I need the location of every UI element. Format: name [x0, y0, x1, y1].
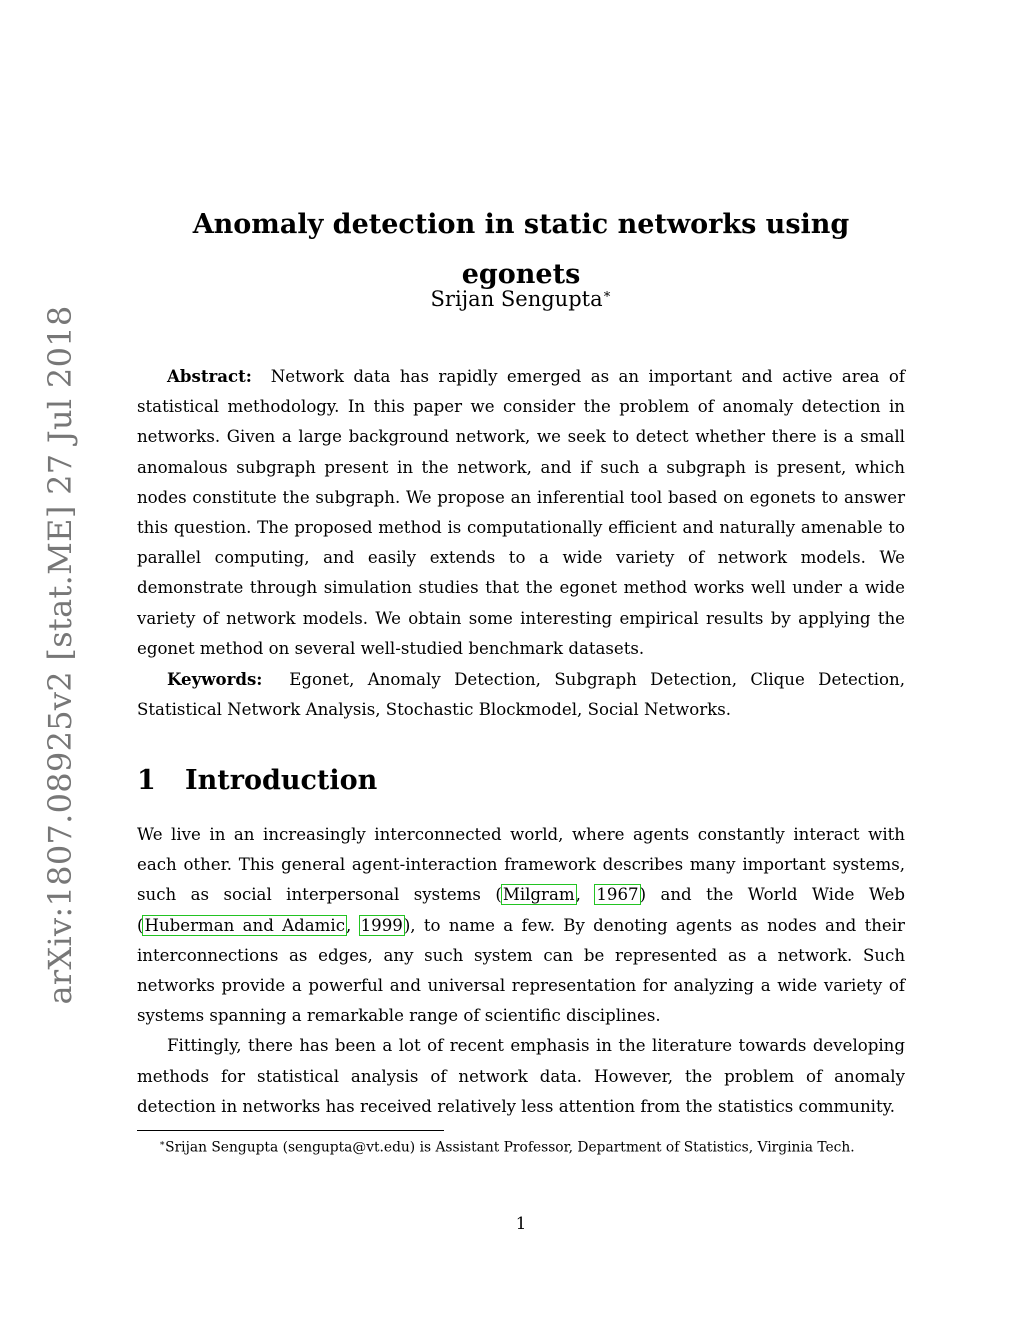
- page-number: 1: [515, 1214, 527, 1233]
- citation-huberman-link[interactable]: Huberman and Adamic: [144, 915, 345, 935]
- abstract-label: Abstract:: [167, 366, 252, 386]
- introduction-body: [137, 820, 905, 1122]
- keywords-paragraph: [137, 664, 905, 725]
- citation-separator: ,: [575, 885, 596, 905]
- intro-text-b: ) and the World Wide Web (: [137, 885, 905, 935]
- abstract-paragraph: [137, 361, 905, 664]
- footnote-divider: [137, 1130, 444, 1131]
- abstract-block: [137, 361, 905, 725]
- author-line: [137, 278, 905, 316]
- footnote: [137, 1133, 905, 1159]
- abstract-text: Network data has rapidly emerged as an important and active area of statistical methodology. In this paper we consider the problem of anomaly detection in networks. Given a large background network, we seek to detect whether there is a small anomalous subgraph present in the network, and if such a subgraph is present, which nodes constitute the subgraph. We propose an inferential tool based on egonets to answer this question. The proposed method is computationally efficient and naturally amenable to parallel computing, and easily extends to a wide variety of network models. We demonstrate through simulation studies that the egonet method works well under a wide variety of network models. We obtain some interesting empirical results by applying the egonet method on several well-studied benchmark datasets.: [137, 367, 905, 658]
- citation-separator: ,: [346, 915, 360, 935]
- intro-paragraph-1: [137, 820, 905, 1031]
- intro-paragraph-2: Fittingly, there has been a lot of recent emphasis in the literature towards developing methods for statistical analysis of network data. However, the problem of anomaly detection in networks has received relatively less attention from the statistics community.: [137, 1036, 905, 1116]
- footnote-text: Srijan Sengupta (sengupta@vt.edu) is Assistant Professor, Department of Statistics, Virginia Tech.: [165, 1139, 855, 1156]
- keywords-text: Egonet, Anomaly Detection, Subgraph Detection, Clique Detection, Statistical Network Analysis, Stochastic Blockmodel, Social Networks.: [137, 670, 905, 720]
- section-number: 1: [137, 765, 156, 796]
- citation-milgram-link[interactable]: Milgram: [502, 885, 575, 905]
- arxiv-identifier: arXiv:1807.08925v2 [stat.ME] 27 Jul 2018: [41, 305, 79, 1005]
- keywords-label: Keywords:: [167, 669, 263, 690]
- citation-huberman-year-link[interactable]: 1999: [360, 915, 403, 935]
- footnote-mark: ∗: [159, 1139, 166, 1149]
- author-footnote-mark: ∗: [602, 287, 612, 302]
- section-title: Introduction: [185, 765, 378, 796]
- author-name: Srijan Sengupta: [430, 287, 603, 311]
- intro-text-a: We live in an increasingly interconnected world, where agents constantly interact with each other. This general agent-interaction framework describes many important systems, such as social interpersonal systems (: [137, 825, 905, 905]
- section-heading: [137, 761, 905, 801]
- intro-text-c: ), to name a few. By denoting agents as nodes and their interconnections as edges, any such system can be represented as a network. Such networks provide a powerful and universal representation for analyzing a wide variety of systems spanning a remarkable range of scientific disciplines.: [137, 915, 905, 1026]
- paper-title: Anomaly detection in static networks using egonets: [192, 209, 850, 290]
- citation-milgram-year-link[interactable]: 1967: [596, 885, 639, 905]
